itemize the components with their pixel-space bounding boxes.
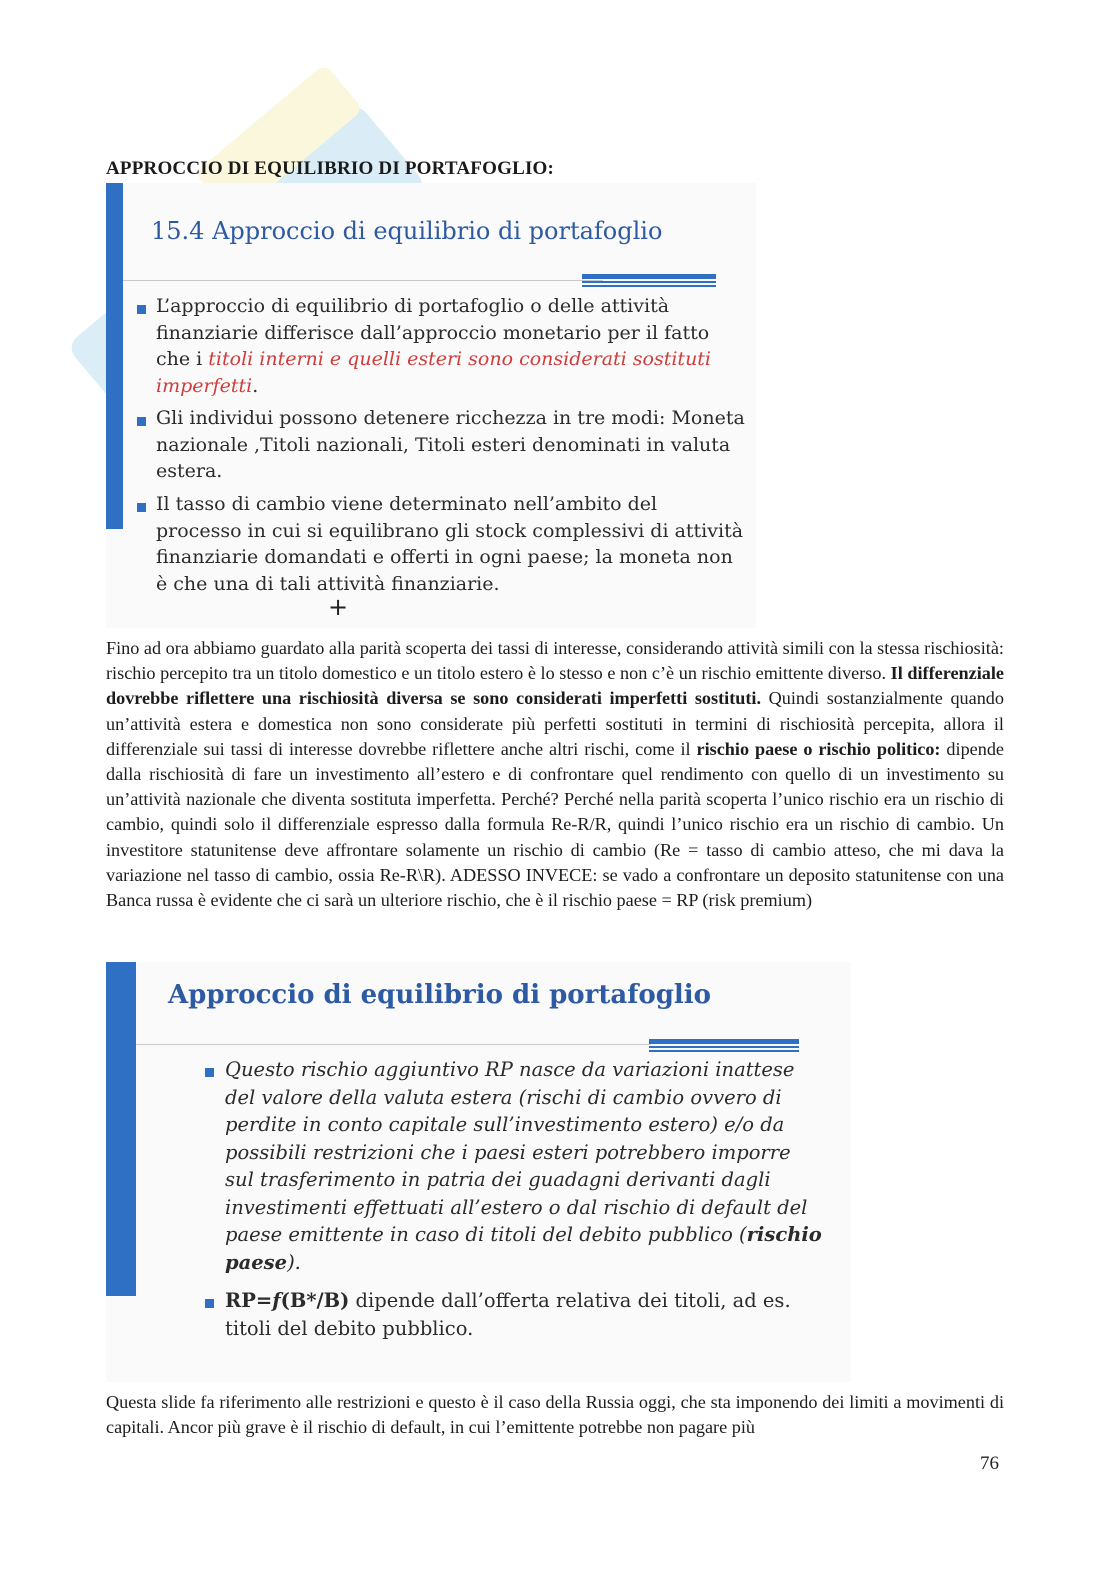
slide-accent-lines xyxy=(649,1039,799,1052)
slide-bullet-text: Gli individui possono detenere ricchezza in tre modi: Moneta nazionale ,Titoli nazionali, Titoli esteri denominati in valuta estera. xyxy=(156,407,745,482)
body-paragraph: Questa slide fa riferimento alle restrizioni e questo è il caso della Russia oggi, che sta imponendo dei limiti a movimenti di capitali. Ancor più grave è il rischio di default, in cui l’emittente potrebbe non pagare più xyxy=(106,1392,1004,1438)
slide-bullet-text: Il tasso di cambio viene determinato nell’ambito del processo in cui si equilibrano gli stock complessivi di attività finanziarie domandati e offerti in ogni paese; la moneta non è che una di tali attività finanziarie. xyxy=(156,493,744,595)
slide-image-1 xyxy=(106,183,756,628)
bullet-text-end: ). xyxy=(287,1250,301,1274)
paragraph-text: dipende dalla rischiosità di fare un investimento all’estero e di confrontare quel rendimento con quello di un investimento su un’attività nazionale che diventa sostituta imperfetta. Perché? Perché nella parità scoperta l’unico rischio era un rischio di cambio, quindi solo il differenziale espresso dalla formula Re-R/R, quindi l’unico rischio era un rischio di cambio. Un investitore statunitense deve affrontare solamente un rischio di cambio (Re = tasso di cambio atteso, che mi dava la variazione nel tasso di cambio, ossia Re-R\R). ADESSO INVECE: se vado a confrontare un deposito statunitense con una Banca russa è evidente che ci sarà un ulteriore rischio, che è il rischio paese = RP (risk premium) xyxy=(106,738,1004,911)
bullet-text-part: L’approccio di equilibrio di portafoglio o delle attività finanziarie differisce dall’approccio monetario per il fatto che i xyxy=(156,295,710,370)
bold-text: rischio paese xyxy=(225,1223,822,1274)
bold-text: rischio paese o rischio politico: xyxy=(696,738,941,759)
bold-text: Il differenziale dovrebbe riflettere una rischiosità diversa se sono considerati imperfetti sostituti. xyxy=(106,663,1004,709)
slide-accent-bar xyxy=(106,962,136,1296)
bullet-square-icon xyxy=(205,1299,214,1308)
slide-title: Approccio di equilibrio di portafoglio xyxy=(168,980,712,1010)
paragraph-text: Quindi sostanzialmente quando un’attività estera e domestica non sono considerate più perfetti sostituti in termini di rischiosità percepita, allora il differenziale sui tassi di interesse dovrebbe riflettere anche altri rischi, come il xyxy=(106,688,1004,759)
slide-divider xyxy=(136,1044,651,1045)
bullet-square-icon xyxy=(137,417,146,426)
slide-divider xyxy=(123,280,603,281)
slide-accent-bar xyxy=(106,183,123,529)
slide-accent-lines xyxy=(582,274,716,287)
highlighted-text: titoli interni e quelli esteri sono considerati sostituti imperfetti xyxy=(156,348,712,397)
bullet-square-icon xyxy=(137,305,146,314)
slide-image-2 xyxy=(106,962,851,1382)
bullet-text-part: Questo rischio aggiuntivo RP nasce da variazioni inattese del valore della valuta estera (rischi di cambio ovvero di perdite in conto capitale sull’investimento estero) e/o da possibili restrizioni che i paesi esteri potrebbero imporre sul trasferimento in patria dei guadagni derivanti dagli investimenti effettuati all’estero o dal rischio di default del paese emittente in caso di titoli del debito pubblico ( xyxy=(225,1058,808,1246)
formula-args: (B*/B) xyxy=(280,1289,350,1312)
page-number: 76 xyxy=(980,1453,999,1474)
formula-text: RP= xyxy=(225,1289,273,1312)
slide-bullet-text xyxy=(156,293,746,399)
bullet-text-part: dipende dall’offerta relativa dei titoli, ad es. titoli del debito pubblico. xyxy=(225,1289,791,1340)
slide-bullet-text xyxy=(225,1056,825,1276)
section-heading: APPROCCIO DI EQUILIBRIO DI PORTAFOGLIO: xyxy=(106,158,555,179)
bullet-text-end: . xyxy=(252,374,259,397)
formula-function: f xyxy=(272,1289,281,1312)
plus-mark: + xyxy=(328,593,349,621)
slide-title: 15.4 Approccio di equilibrio di portafoglio xyxy=(151,217,663,245)
paragraph-text: Fino ad ora abbiamo guardato alla parità scoperta dei tassi di interesse, considerando attività simili con la stessa rischiosità: rischio percepito tra un titolo domestico e un titolo estero è lo stesso e non c’è un rischio emittente diverso. xyxy=(106,638,1004,684)
slide-bullet-text xyxy=(225,1287,825,1342)
bullet-square-icon xyxy=(137,503,146,512)
body-paragraph xyxy=(106,636,1004,913)
bullet-square-icon xyxy=(205,1068,214,1077)
